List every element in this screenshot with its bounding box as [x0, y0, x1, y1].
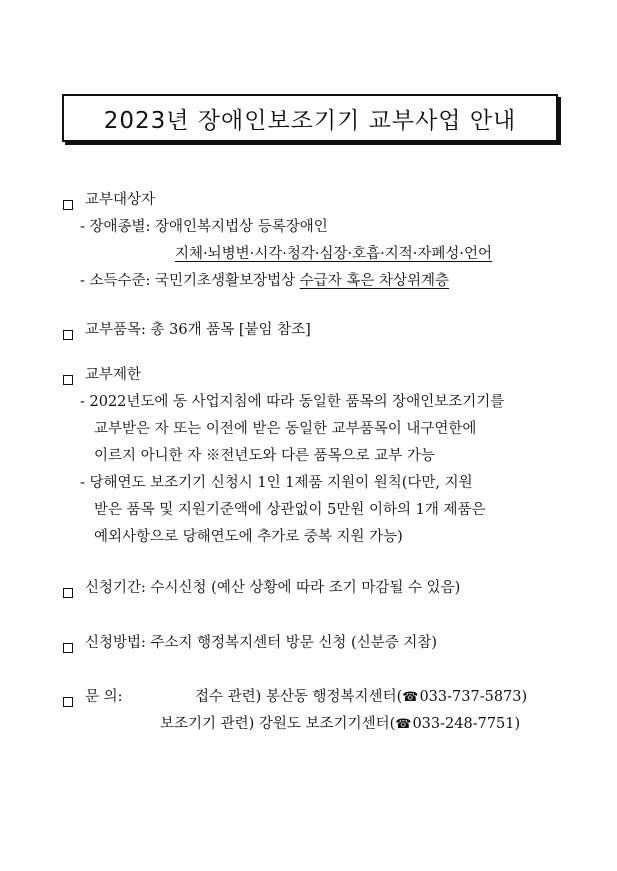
limit-item1-line1: - 2022년도에 동 사업지침에 따라 동일한 품목의 장애인보조기기를 — [80, 394, 505, 410]
phone-icon: ☎ — [402, 690, 419, 705]
contact-device-phone: 033-248-7751) — [412, 716, 521, 732]
contact-intake-phone: 033-737-5873) — [419, 689, 528, 705]
limit-item1-line2: 교부받은 자 또는 이전에 받은 동일한 교부품목이 내구연한에 — [94, 421, 477, 437]
title-text: 2023년 장애인보조기기 교부사업 안내 — [103, 107, 517, 134]
phone-icon: ☎ — [395, 717, 412, 732]
checkbox-bullet-icon — [63, 330, 73, 340]
contact-line-device — [160, 714, 520, 735]
limit-item1-line3: 이르지 아니한 자 ※전년도와 다른 품목으로 교부 가능 — [94, 448, 435, 464]
income-level — [80, 271, 449, 291]
limit-item2-line1: - 당해연도 보조기기 신청시 1인 1제품 지원이 원칙(다만, 지원 — [80, 475, 473, 491]
limit-item2-line2: 받은 품목 및 지원기준액에 상관없이 5만원 이하의 1개 제품은 — [94, 502, 486, 518]
section-period: 신청기간: 수시신청 (예산 상황에 따라 조기 마감될 수 있음) — [85, 580, 461, 596]
contact-line-intake — [195, 687, 527, 708]
disability-type-label: - 장애종별: 장애인복지법상 등록장애인 — [80, 219, 328, 235]
checkbox-bullet-icon — [63, 588, 73, 598]
section-limit-heading: 교부제한 — [85, 367, 142, 383]
income-label: - 소득수준: 국민기초생활보장법상 — [80, 273, 300, 289]
checkbox-bullet-icon — [63, 643, 73, 653]
disability-types: 지체·뇌병변·시각·청각·심장·호흡·지적·자폐성·언어 — [175, 246, 493, 262]
page-title — [62, 94, 558, 142]
contact-device-text: 보조기기 관련) 강원도 보조기기센터( — [160, 716, 396, 732]
income-value: 수급자 혹은 차상위계층 — [299, 273, 450, 289]
section-method: 신청방법: 주소지 행정복지센터 방문 신청 (신분증 지참) — [85, 635, 438, 651]
contact-intake-text: 접수 관련) 봉산동 행정복지센터( — [195, 689, 403, 705]
checkbox-bullet-icon — [63, 200, 73, 210]
checkbox-bullet-icon — [63, 375, 73, 385]
checkbox-bullet-icon — [63, 697, 73, 707]
contact-label: 문 의: — [85, 689, 123, 705]
section-items: 교부품목: 총 36개 품목 [붙임 참조] — [85, 322, 311, 338]
limit-item2-line3: 예외사항으로 당해연도에 추가로 중복 지원 가능) — [94, 529, 403, 545]
section-target-heading: 교부대상자 — [85, 192, 156, 208]
